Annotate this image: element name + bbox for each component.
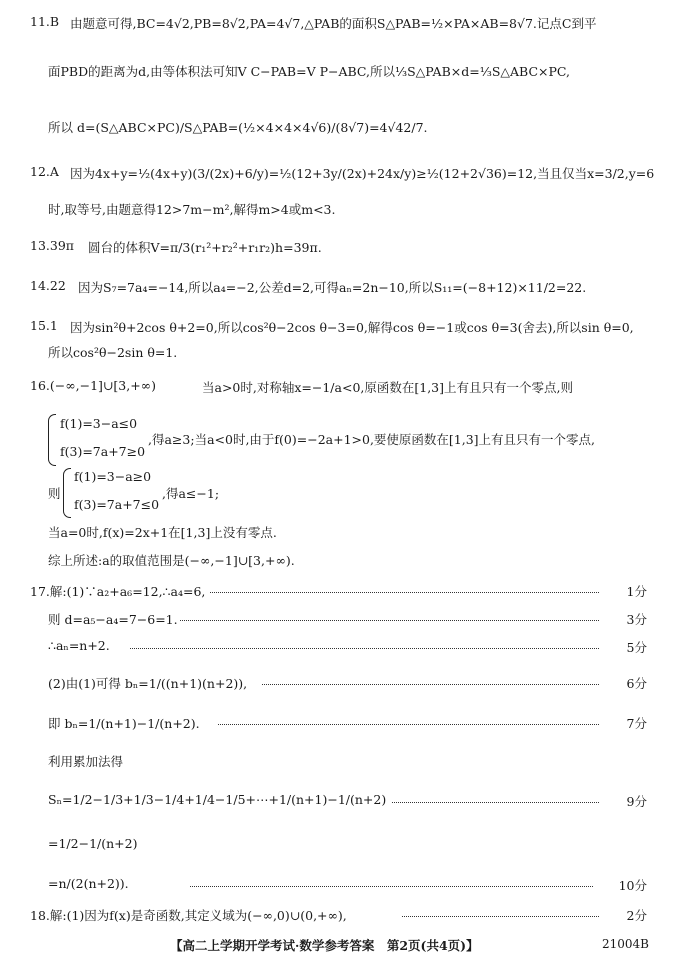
score-label: 7分 xyxy=(626,716,647,731)
problem-text: 则 xyxy=(48,486,61,501)
document-code: 21004B xyxy=(602,937,649,951)
equation: f(3)=7a+7≥0 xyxy=(60,444,146,459)
score-label: 2分 xyxy=(626,908,647,923)
problem-text: 所以 d=(S△ABC×PC)/S△PAB=(½×4×4×4√6)/(8√7)=4√42/7. xyxy=(48,120,428,135)
equation: f(1)=3−a≤0 xyxy=(60,416,138,431)
dot-leader xyxy=(210,592,599,593)
problem-text: 时,取等号,由题意得12>7m−m²,解得m>4或m<3. xyxy=(48,202,336,217)
step-text: 则 d=a₅−a₄=7−6=1. xyxy=(48,612,178,627)
score-label: 9分 xyxy=(626,794,647,809)
step-text: 利用累加法得 xyxy=(48,754,124,769)
problem-number: 14.22 xyxy=(30,278,66,293)
step-text: =1/2−1/(n+2) xyxy=(48,836,138,851)
equation: f(1)=3−a≥0 xyxy=(74,469,152,484)
score-label: 5分 xyxy=(626,640,647,655)
problem-number: 12.A xyxy=(30,164,59,179)
problem-text: 综上所述:a的取值范围是(−∞,−1]∪[3,+∞). xyxy=(48,553,295,568)
problem-text: 因为4x+y=½(4x+y)(3/(2x)+6/y)=½(12+3y/(2x)+24x/y)≥½(12+2√36)=12,当且仅当x=3/2,y=6 xyxy=(70,166,655,181)
step-text: 18.解:(1)因为f(x)是奇函数,其定义域为(−∞,0)∪(0,+∞), xyxy=(30,908,347,923)
step-text: Sₙ=1/2−1/3+1/3−1/4+1/4−1/5+⋯+1/(n+1)−1/(n+2) xyxy=(48,792,387,807)
step-text: 17.解:(1)∵a₂+a₆=12,∴a₄=6, xyxy=(30,584,206,599)
problem-text: ,得a≥3;当a<0时,由于f(0)=−2a+1>0,要使原函数在[1,3]上有且只有一个零点, xyxy=(148,432,596,447)
problem-text: 因为S₇=7a₄=−14,所以a₄=−2,公差d=2,可得aₙ=2n−10,所以S₁₁=(−8+12)×11/2=22. xyxy=(78,280,587,295)
problem-number: 13.39π xyxy=(30,238,75,253)
dot-leader xyxy=(402,916,599,917)
dot-leader xyxy=(262,684,599,685)
dot-leader xyxy=(218,724,599,725)
equation: f(3)=7a+7≤0 xyxy=(74,497,160,512)
problem-text: ,得a≤−1; xyxy=(162,486,220,501)
score-label: 10分 xyxy=(618,878,647,893)
step-text: =n/(2(n+2)). xyxy=(48,876,129,891)
dot-leader xyxy=(190,886,593,887)
system-brace xyxy=(48,414,56,466)
problem-number: 11.B xyxy=(30,14,60,29)
problem-text: 当a>0时,对称轴x=−1/a<0,原函数在[1,3]上有且只有一个零点,则 xyxy=(202,380,573,395)
page-footer: 【高二上学期开学考试·数学参考答案 第2页(共4页)】 xyxy=(170,938,479,953)
score-label: 6分 xyxy=(626,676,647,691)
dot-leader xyxy=(180,620,599,621)
problem-text: 面PBD的距离为d,由等体积法可知V C−PAB=V P−ABC,所以⅓S△PAB×d=⅓S△ABC×PC, xyxy=(48,64,570,79)
problem-text: 因为sin²θ+2cos θ+2=0,所以cos²θ−2cos θ−3=0,解得cos θ=−1或cos θ=3(舍去),所以sin θ=0, xyxy=(70,320,634,335)
score-label: 1分 xyxy=(626,584,647,599)
system-brace xyxy=(63,468,71,518)
problem-number: 15.1 xyxy=(30,318,58,333)
dot-leader xyxy=(392,802,599,803)
step-text: 即 bₙ=1/(n+1)−1/(n+2). xyxy=(48,716,200,731)
problem-text: 所以cos²θ−2sin θ=1. xyxy=(48,345,178,360)
score-label: 3分 xyxy=(626,612,647,627)
step-text: (2)由(1)可得 bₙ=1/((n+1)(n+2)), xyxy=(48,676,248,691)
problem-text: 圆台的体积V=π/3(r₁²+r₂²+r₁r₂)h=39π. xyxy=(88,240,322,255)
dot-leader xyxy=(130,648,599,649)
step-text: ∴aₙ=n+2. xyxy=(48,638,110,653)
problem-text: 当a=0时,f(x)=2x+1在[1,3]上没有零点. xyxy=(48,525,277,540)
problem-text: 由题意可得,BC=4√2,PB=8√2,PA=4√7,△PAB的面积S△PAB=½×PA×AB=8√7.记点C到平 xyxy=(70,16,597,31)
problem-number: 16.(−∞,−1]∪[3,+∞) xyxy=(30,378,156,393)
